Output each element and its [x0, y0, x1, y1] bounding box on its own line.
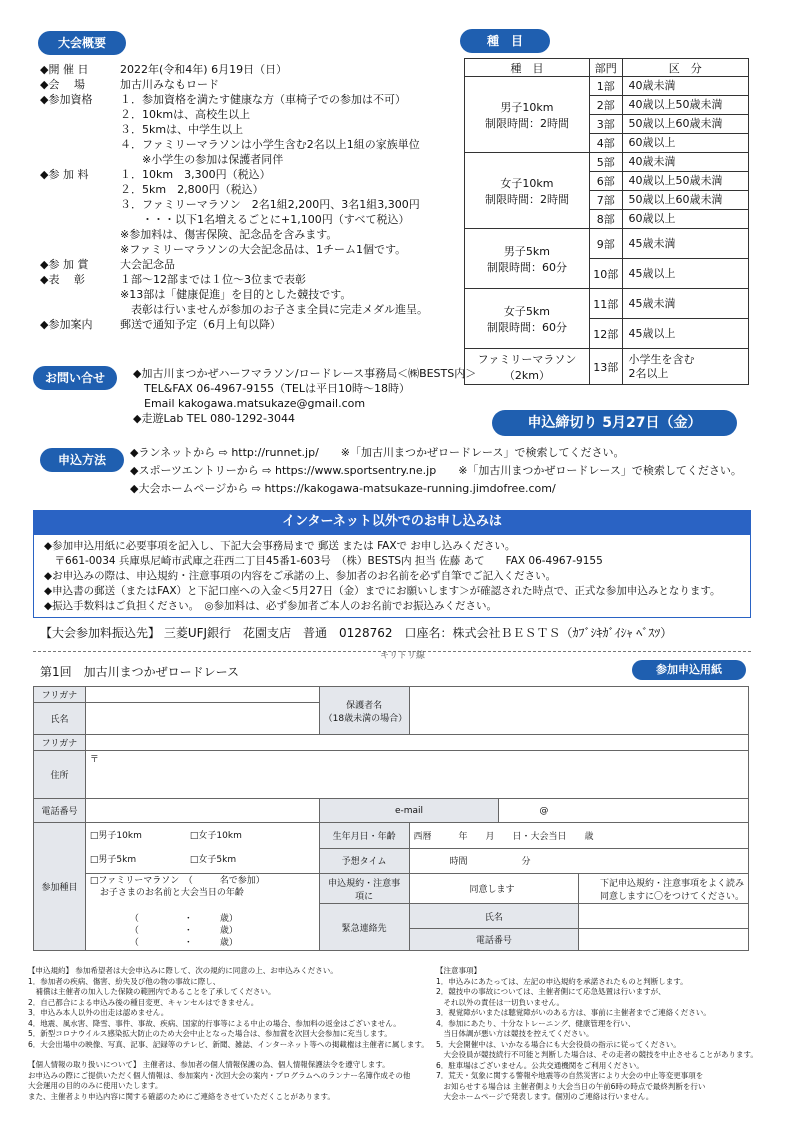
- overview-row: [40, 182, 460, 197]
- category-name: 女子5km: [503, 304, 551, 318]
- agree-label: 申込規約・注意事項に: [319, 874, 409, 904]
- overview-row-value: 加古川みなもロード: [120, 78, 219, 91]
- cut-line-label: キリトリ線: [380, 651, 426, 661]
- category-limit: （2km）: [503, 368, 551, 382]
- contact-line: ◆加古川まつかぜハーフマラソン/ロードレース事務局＜㈱BESTS内＞: [133, 367, 477, 380]
- category-name: ファミリーマラソン: [477, 352, 577, 366]
- category-class: 45歳未満: [622, 229, 749, 259]
- overview-row: [40, 272, 460, 287]
- category-header: 種 目: [465, 59, 590, 77]
- categories-pill: 種 目: [460, 29, 550, 53]
- offline-line: ◆お申込みの際は、申込規約・注意事項の内容をご承諾の上、参加者のお名前を必ず自筆でご記入ください。: [44, 570, 557, 582]
- family-row[interactable]: （ ・ 歳）: [129, 926, 238, 936]
- birth-field[interactable]: 西暦 年 月 日・大会当日 歳: [409, 823, 748, 849]
- apply-pill: 申込方法: [40, 448, 124, 472]
- offline-line: ◆参加申込用紙に必要事項を記入し、下記大会事務局まで 郵送 または FAXで お申し込みください。: [44, 540, 516, 552]
- notes-line: 当日体調が悪い方は競技を控えてください。: [436, 1029, 594, 1038]
- notes-line: それ以外の責任は一切負いません。: [436, 997, 564, 1007]
- category-limit: 制限時間：60分: [486, 260, 567, 274]
- offline-notice: [33, 534, 751, 618]
- category-class: 45歳未満: [622, 289, 749, 319]
- time-label: 予想タイム: [319, 848, 409, 874]
- email-label: e-mail: [319, 799, 499, 823]
- terms-left: [28, 966, 428, 1102]
- overview-row-value: ２．10kmは、高校生以上: [120, 108, 251, 121]
- overview-row-label: ◆表 彰: [40, 273, 85, 286]
- terms-line: 1．参加者の疾病、傷害、紛失及び他の物の事故に際し、: [28, 976, 221, 986]
- notes-line: 大会ホームページで発表します。個別のご連絡は行いません。: [436, 1092, 654, 1101]
- category-division: 7部: [589, 191, 622, 210]
- overview-row: [40, 167, 460, 182]
- category-class: 40歳未満: [622, 77, 749, 96]
- overview-row: [40, 302, 460, 317]
- category-division: 12部: [589, 319, 622, 349]
- overview-row-label: ◆参 加 賞: [40, 258, 89, 271]
- overview-row: [40, 287, 460, 302]
- overview-row-label: ◆会 場: [40, 78, 85, 91]
- apply-line[interactable]: ◆スポーツエントリーから ⇨ https://www.sportsentry.ne.jp ※「加古川まつかぜロードレース」で検索してください。: [130, 464, 742, 477]
- category-name: 女子10km: [500, 176, 554, 190]
- category-group: [465, 77, 590, 153]
- overview-row-value: 2022年(令和4年) 6月19日（日）: [120, 63, 288, 76]
- overview-row-value: ※ファミリーマラソンの大会記念品は、1チーム1個です。: [120, 243, 407, 256]
- terms-line: 5．新型コロナウイルス感染拡大防止のため大会中止となった場合は、参加賞を次回大会参加に充当します。: [28, 1029, 392, 1038]
- emergency-name-label: 氏名: [409, 904, 579, 929]
- overview-row-value: ※小学生の参加は保護者同伴: [120, 153, 284, 166]
- category-class: 60歳以上: [622, 134, 749, 153]
- category-division: 2部: [589, 96, 622, 115]
- overview-row: [40, 152, 460, 167]
- category-options[interactable]: [85, 823, 319, 874]
- agree-field[interactable]: 同意します: [409, 874, 579, 904]
- overview-row: [40, 137, 460, 152]
- overview-row-value: １部～12部までは１位～3位まで表彰: [120, 273, 306, 286]
- category-class: 60歳以上: [622, 210, 749, 229]
- category-division: 5部: [589, 153, 622, 172]
- category-class: 45歳以上: [622, 319, 749, 349]
- terms-line: また、主催者より申込内容に関する確認のためにご連絡をさせていただくことがあります。: [28, 1091, 335, 1101]
- phone-field[interactable]: [85, 799, 319, 823]
- family-note: お子さまのお名前と大会当日の年齢: [99, 888, 244, 898]
- form-pill: 参加申込用紙: [632, 660, 746, 680]
- bank-info: 【大会参加料振込先】 三菱UFJ銀行 花園支店 普通 0128762 口座名：株式会社ＢＥＳＴＳ（ｶﾌﾞｼｷｶﾞｲｼｬ ﾍﾞｽﾂ）: [40, 626, 673, 640]
- option-family[interactable]: □ファミリーマラソン （ 名で参加）: [89, 876, 265, 886]
- category-limit: 制限時間：2時間: [484, 116, 569, 130]
- offline-banner: インターネット以外でのお申し込みは: [33, 510, 751, 534]
- terms-line: 補償は主催者の加入した保険の範囲内であることを了承してください。: [28, 987, 276, 996]
- contact-info: [133, 366, 477, 426]
- overview-row-value: ・・・以下1名増えるごとに+1,100円（すべて税込）: [120, 213, 410, 226]
- notes-line: 4．参加にあたり、十分なトレーニング、健康管理を行い、: [436, 1018, 636, 1028]
- category-division: 11部: [589, 289, 622, 319]
- category-header: 区 分: [622, 59, 749, 77]
- offline-line: ◆申込書の郵送（またはFAX）と下記口座への入金＜5月27日（金）までにお願いします＞が確認された時点で、正式な参加申込みとなります。: [44, 585, 721, 597]
- overview-row: [40, 197, 460, 212]
- terms-line: お申込みの際にご提供いただく個人情報は、参加案内・次回大会の案内・プログラムへのランナー名簿作成その他: [28, 1070, 411, 1080]
- terms-line: 6．大会出場中の映像、写真、記事、記録等のテレビ、新聞、雑誌、インターネット等への掲載権は主催者に属します。: [28, 1039, 429, 1049]
- category-group: [465, 153, 590, 229]
- emergency-label: 緊急連絡先: [319, 904, 409, 951]
- notes-line: お知らせする場合は 主催者側より大会当日の午前6時の時点で最終判断を行い: [436, 1081, 706, 1091]
- agree-note: 下記申込規約・注意事項をよく読み 同意しますに〇をつけてください。: [579, 874, 749, 904]
- furigana-field[interactable]: [85, 687, 319, 703]
- notes-line: 7．荒天・気象に関する警報や地震等の自然災害により大会の中止等変更事項を: [436, 1071, 704, 1080]
- category-group: [465, 349, 590, 385]
- guardian-label: 保護者名 （18歳未満の場合）: [319, 687, 409, 735]
- overview-row: [40, 317, 460, 332]
- notes-line: 5．大会開催中は、いかなる場合にも大会役員の指示に従ってください。: [436, 1039, 681, 1049]
- emergency-name-field[interactable]: [579, 904, 749, 929]
- address-furigana-field[interactable]: [85, 735, 748, 751]
- overview-list: [40, 62, 460, 332]
- overview-row-value: ３．5kmは、中学生以上: [120, 123, 244, 136]
- notes-line: 【注意事項】: [436, 966, 481, 975]
- overview-row: [40, 77, 460, 92]
- email-at: @: [539, 805, 549, 816]
- category-limit: 制限時間：2時間: [484, 192, 569, 206]
- birth-label: 生年月日・年齢: [319, 823, 409, 849]
- overview-row-value: ４．ファミリーマラソンは小学生含む2名以上1組の家族単位: [120, 138, 420, 151]
- overview-row-value: ※参加料は、傷害保険、記念品を含みます。: [120, 228, 338, 241]
- overview-row-value: ３．ファミリーマラソン 2名1組2,200円、3名1組3,300円: [120, 198, 420, 211]
- family-row[interactable]: （ ・ 歳）: [129, 938, 238, 948]
- race-title: 第1回 加古川まつかぜロードレース: [40, 665, 240, 679]
- terms-line: 大会運用の目的のみに使用いたします。: [28, 1081, 163, 1090]
- category-label: 参加種目: [34, 823, 86, 951]
- category-limit: 制限時間：60分: [486, 320, 567, 334]
- apply-line[interactable]: ◆大会ホームページから ⇨ https://kakogawa-matsukaze-running.jimdofree.com/: [130, 482, 556, 495]
- emergency-phone-field[interactable]: [579, 929, 749, 951]
- offline-line: ◆振込手数料はご負担ください。 ◎参加料は、必ず参加者ご本人のお名前でお振込みください。: [44, 600, 497, 612]
- overview-row-value: 大会記念品: [120, 258, 175, 271]
- email-field[interactable]: [499, 799, 749, 823]
- notes-line: 3．視覚障がいまたは聴覚障がいのある方は、事前に主催者までご連絡ください。: [436, 1008, 711, 1017]
- furigana-label-2: フリガナ: [34, 735, 86, 751]
- address-field[interactable]: [85, 751, 748, 799]
- overview-row-value: 表彰は行いませんが参加のお子さま全員に完走メダル進呈。: [120, 303, 428, 316]
- contact-line: Email kakogawa.matsukaze@gmail.com: [133, 397, 366, 410]
- category-class: 小学生を含む 2名以上: [622, 349, 749, 385]
- terms-line: 3．申込み本人以外の出走は認めません。: [28, 1008, 169, 1017]
- category-division: 9部: [589, 229, 622, 259]
- overview-row-value: １．参加資格を満たす健康な方（車椅子での参加は不可）: [120, 93, 406, 106]
- phone-label: 電話番号: [34, 799, 86, 823]
- furigana-label: フリガナ: [34, 687, 86, 703]
- category-header: 部門: [589, 59, 622, 77]
- overview-row: [40, 92, 460, 107]
- contact-line: ◆走遊Lab TEL 080-1292-3044: [133, 412, 296, 425]
- notes-line: 6．駐車場はございません。公共交通機関をご利用ください。: [436, 1060, 644, 1070]
- overview-row-value: 郵送で通知予定（6月上旬以降）: [120, 318, 281, 331]
- category-group: [465, 229, 590, 289]
- overview-row-value: １．10km 3,300円（税込）: [120, 168, 271, 181]
- overview-row: [40, 122, 460, 137]
- terms-line: 【申込規約】 参加希望者は大会申込みに際して、次の規約に同意の上、お申込みください。: [28, 966, 338, 975]
- address-label: 住所: [34, 751, 86, 799]
- notes-right: [436, 966, 776, 1103]
- overview-row-label: ◆開 催 日: [40, 63, 89, 76]
- overview-row-label: ◆参加案内: [40, 318, 93, 331]
- emergency-phone-label: 電話番号: [409, 929, 579, 951]
- overview-row: [40, 242, 460, 257]
- name-label: 氏名: [34, 703, 86, 735]
- option-m5[interactable]: □男子5km: [89, 855, 137, 865]
- terms-line: 4．地震、風水害、降雪、事件、事故、疾病、国家的行事等による中止の場合、参加料の返金はございません。: [28, 1018, 401, 1028]
- category-division: 3部: [589, 115, 622, 134]
- category-division: 10部: [589, 259, 622, 289]
- categories-table: [464, 58, 749, 385]
- overview-row-label: ◆参 加 料: [40, 168, 89, 181]
- category-class: 45歳以上: [622, 259, 749, 289]
- category-division: 6部: [589, 172, 622, 191]
- category-division: 13部: [589, 349, 622, 385]
- option-m10[interactable]: □男子10km: [89, 831, 142, 841]
- category-division: 1部: [589, 77, 622, 96]
- notes-line: 1．申込みにあたっては、左記の申込規約を承諾されたものと判断します。: [436, 976, 688, 986]
- deadline-banner: 申込締切り 5月27日（金）: [492, 410, 737, 436]
- option-f5[interactable]: □女子5km: [189, 855, 237, 865]
- category-name: 男子10km: [500, 100, 554, 114]
- guardian-field[interactable]: [409, 687, 748, 735]
- category-class: 50歳以上60歳未満: [622, 191, 749, 210]
- category-name: 男子5km: [503, 244, 551, 258]
- overview-row: [40, 227, 460, 242]
- postal-mark: 〒: [89, 755, 99, 765]
- category-class: 40歳以上50歳未満: [622, 96, 749, 115]
- notes-line: 2．競技中の事故については、主催者側にて応急処置は行いますが、: [436, 987, 666, 996]
- name-field[interactable]: [85, 703, 319, 735]
- option-f10[interactable]: □女子10km: [189, 831, 242, 841]
- category-division: 8部: [589, 210, 622, 229]
- terms-line: [28, 1050, 428, 1060]
- category-class: 50歳以上60歳未満: [622, 115, 749, 134]
- overview-row: [40, 257, 460, 272]
- family-section[interactable]: [85, 874, 319, 951]
- time-field[interactable]: 時間 分: [409, 848, 748, 874]
- apply-methods[interactable]: [130, 444, 750, 498]
- category-class: 40歳以上50歳未満: [622, 172, 749, 191]
- overview-row-label: ◆参加資格: [40, 93, 93, 106]
- contact-line: TEL&FAX 06-4967-9155（TELは平日10時～18時）: [133, 382, 410, 395]
- overview-row-value: ２．5km 2,800円（税込）: [120, 183, 264, 196]
- terms-line: 【個人情報の取り扱いについて】 主催者は、参加者の個人情報保護の為、個人情報保護法令を遵守します。: [28, 1060, 390, 1069]
- overview-row: [40, 107, 460, 122]
- terms-line: 2．自己都合による申込み後の種目変更、キャンセルはできません。: [28, 997, 259, 1007]
- category-group: [465, 289, 590, 349]
- contact-pill: お問い合せ: [33, 366, 117, 390]
- family-row[interactable]: （ ・ 歳）: [129, 914, 238, 924]
- overview-row: [40, 212, 460, 227]
- entry-form[interactable]: [33, 686, 749, 951]
- offline-line: 〒661-0034 兵庫県尼崎市武庫之荘西二丁目45番1-603号 （株）BESTS内 担当 佐藤 あて FAX 06-4967-9155: [44, 555, 603, 567]
- overview-row: [40, 62, 460, 77]
- overview-pill: 大会概要: [38, 31, 126, 55]
- overview-row-value: ※13部は「健康促進」を目的とした競技です。: [120, 288, 352, 301]
- category-class: 40歳未満: [622, 153, 749, 172]
- apply-line[interactable]: ◆ランネットから ⇨ http://runnet.jp/ ※「加古川まつかぜロードレース」で検索してください。: [130, 446, 625, 459]
- category-division: 4部: [589, 134, 622, 153]
- notes-line: 大会役員が競技続行不可能と判断した場合は、その走者の競技を中止させることがあります。: [436, 1050, 758, 1059]
